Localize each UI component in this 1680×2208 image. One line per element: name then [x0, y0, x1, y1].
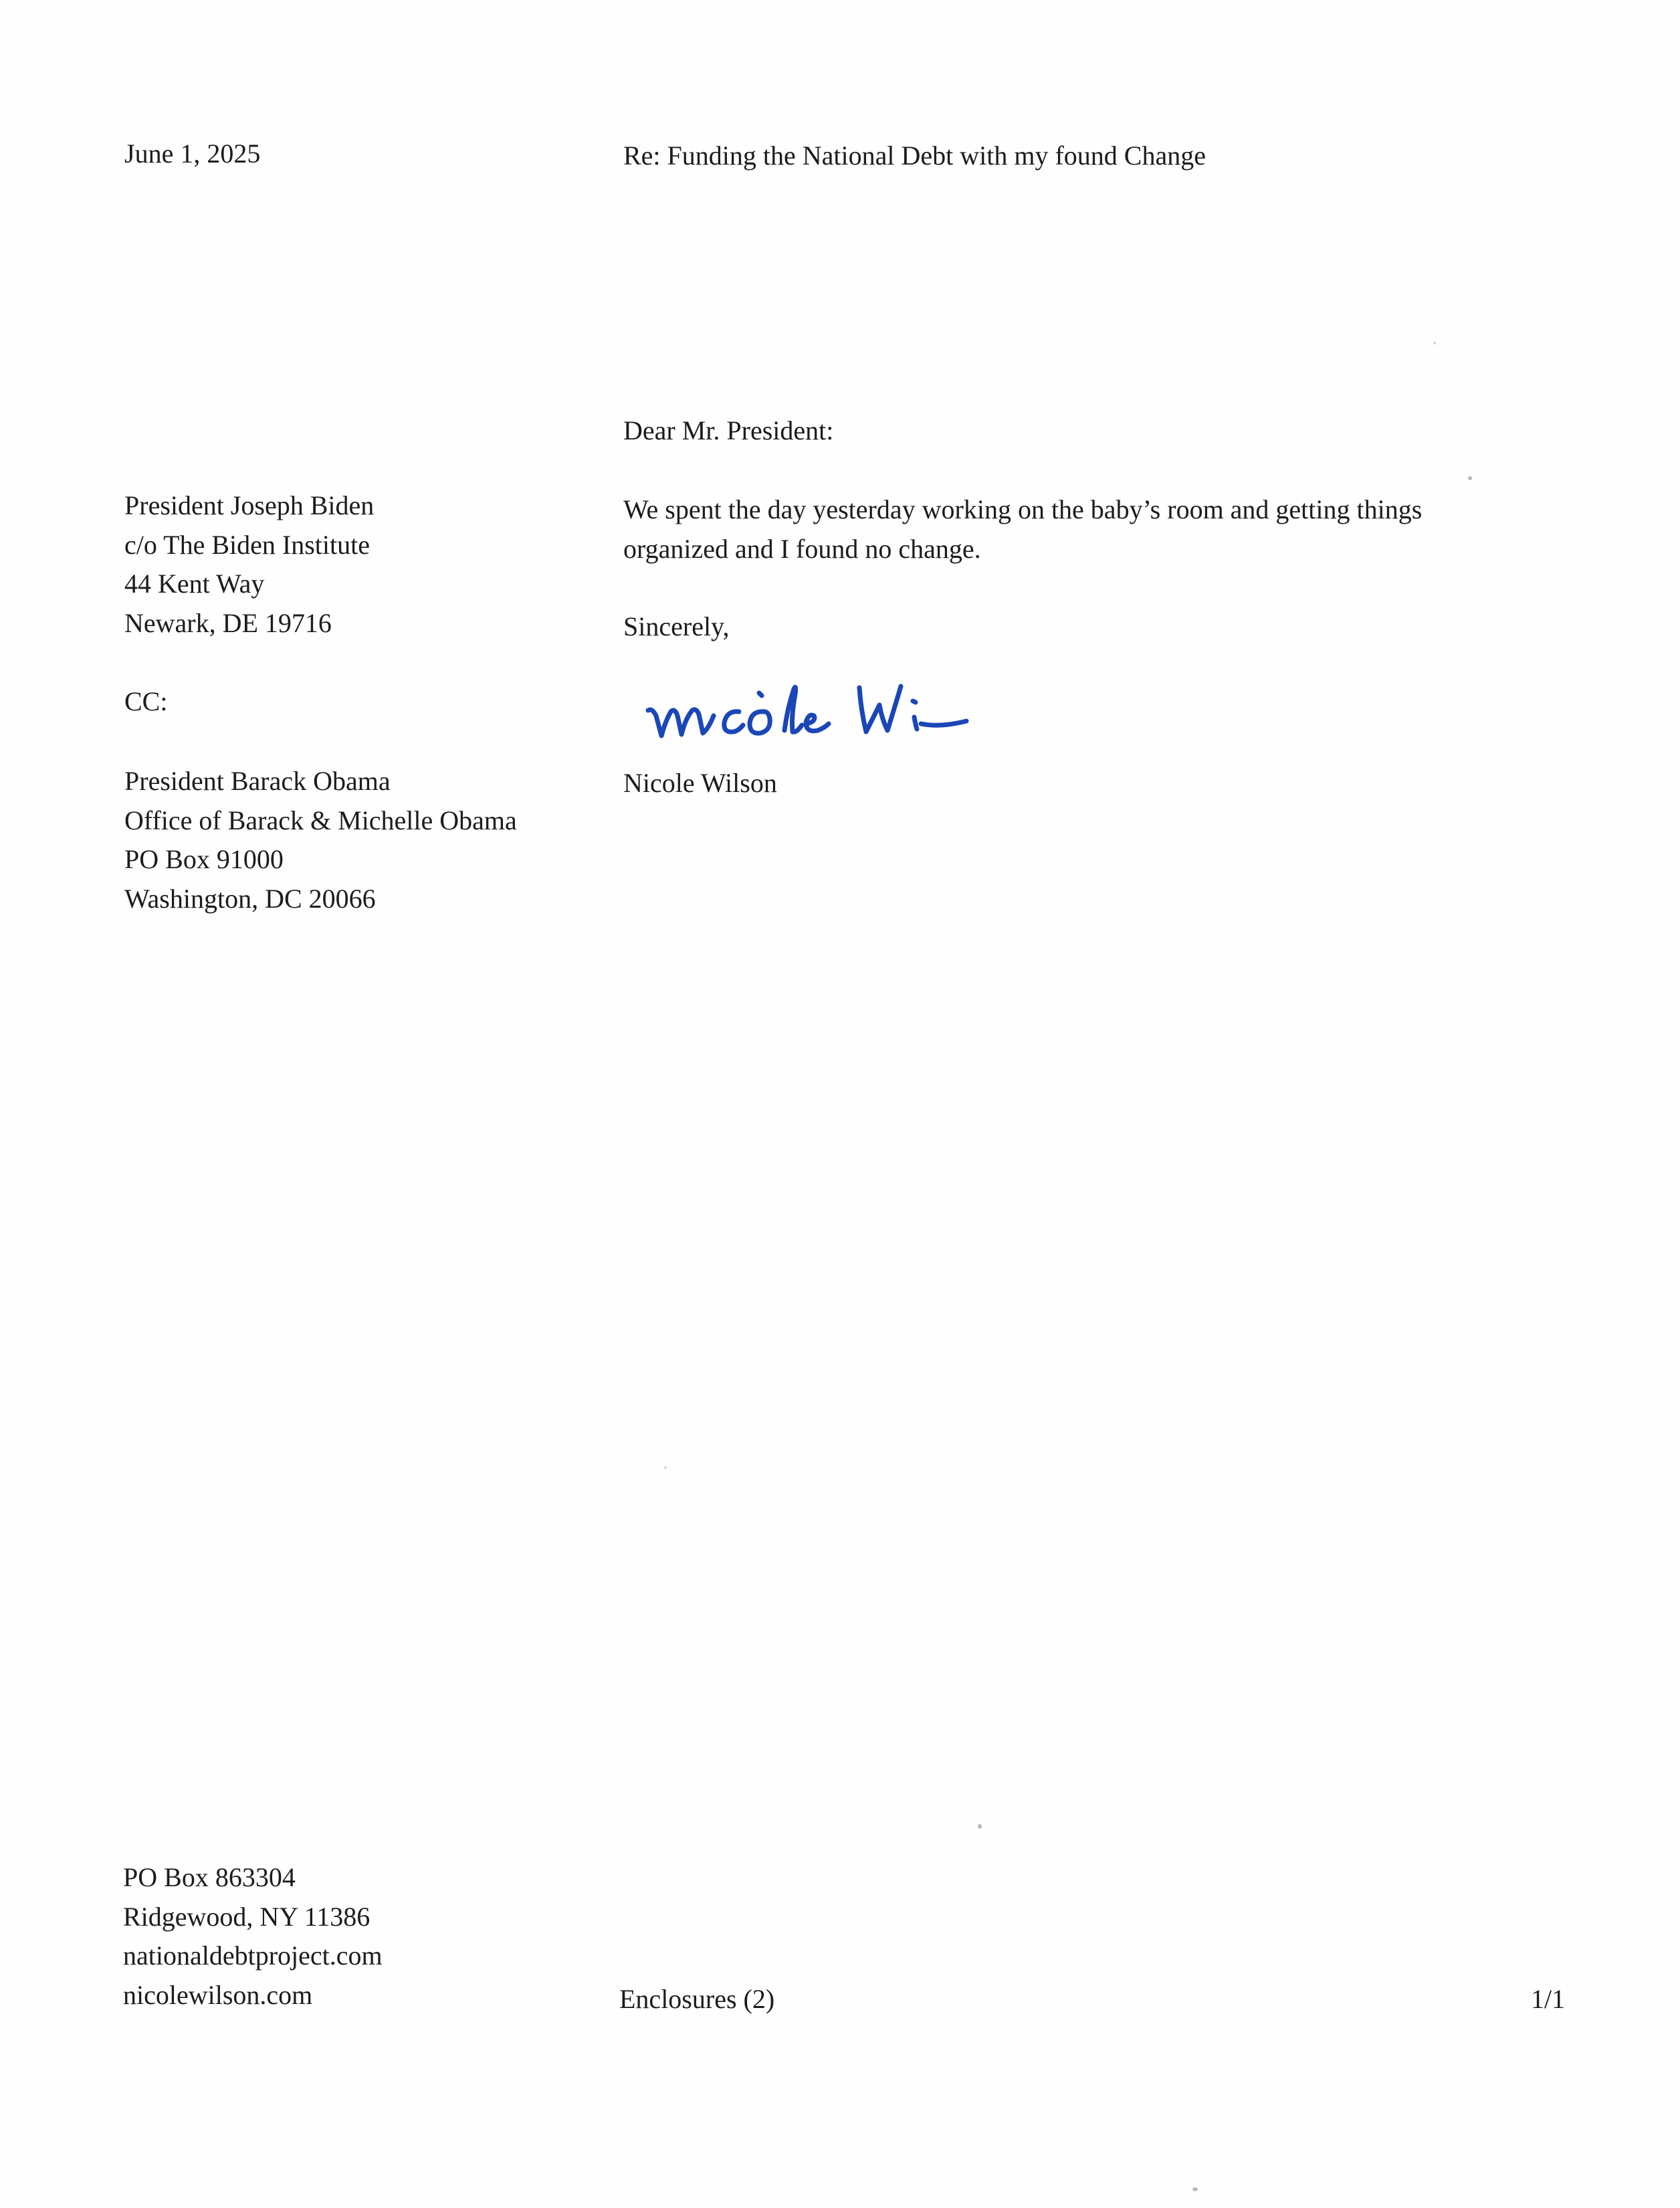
- recipient-line: c/o The Biden Institute: [124, 529, 370, 560]
- cc-label: CC:: [124, 686, 168, 716]
- scan-speck: [664, 1466, 667, 1469]
- cc-recipient-line: Washington, DC 20066: [124, 883, 376, 914]
- recipient-line: Newark, DE 19716: [124, 607, 332, 638]
- signature-image: [639, 669, 986, 756]
- scan-speck: [1468, 476, 1472, 480]
- sender-line: Ridgewood, NY 11386: [123, 1901, 371, 1932]
- recipient-line: President Joseph Biden: [124, 490, 375, 520]
- cc-recipient-address: [124, 762, 517, 918]
- sender-address: [123, 1858, 383, 2015]
- sender-line: nationaldebtproject.com: [123, 1940, 383, 1971]
- salutation: Dear Mr. President:: [623, 415, 834, 445]
- closing: Sincerely,: [623, 611, 730, 641]
- enclosures: Enclosures (2): [619, 1984, 775, 2014]
- letter-subject: Re: Funding the National Debt with my found Change: [623, 140, 1206, 171]
- recipient-line: 44 Kent Way: [124, 569, 265, 599]
- page-number: 1/1: [1531, 1984, 1566, 2014]
- letter-body: [623, 490, 1422, 569]
- letter-date: June 1, 2025: [124, 138, 261, 169]
- scan-speck: [1192, 2187, 1198, 2191]
- scan-speck: [978, 1824, 982, 1829]
- recipient-address: [124, 486, 374, 643]
- scan-speck: [1433, 342, 1436, 344]
- cc-recipient-line: PO Box 91000: [124, 844, 284, 874]
- body-line: organized and I found no change.: [623, 533, 981, 564]
- signer-name: Nicole Wilson: [623, 768, 777, 798]
- cc-recipient-line: President Barack Obama: [124, 766, 391, 796]
- sender-line: nicolewilson.com: [123, 1979, 313, 2010]
- body-line: We spent the day yesterday working on the baby’s room and getting things: [623, 494, 1423, 524]
- sender-line: PO Box 863304: [123, 1862, 296, 1892]
- cc-recipient-line: Office of Barack & Michelle Obama: [124, 805, 517, 835]
